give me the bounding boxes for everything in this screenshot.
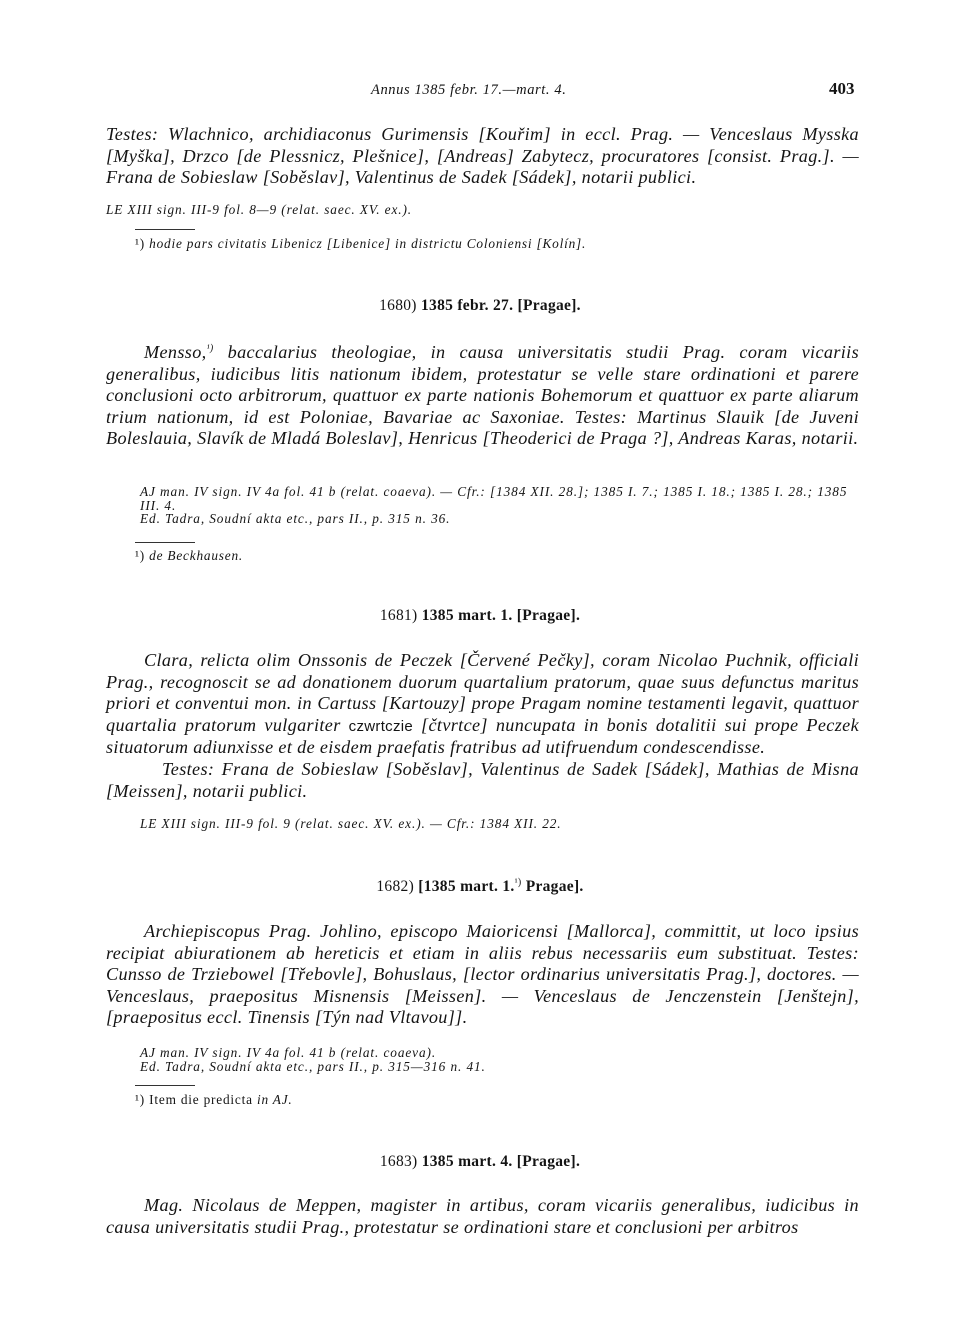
source-line: AJ man. IV sign. IV 4a fol. 41 b (relat. coaeva). — Cfr.: [1384 XII. 28.]; 1385 I. 7.; 1385 I. 18.; 1385 I. 28.; 1385 III. 4. [140, 484, 848, 513]
entry-heading-1682 [0, 878, 960, 896]
entry-text-part: Mensso, [144, 342, 207, 362]
footnote-ref: ¹) [514, 876, 522, 888]
entry-text-1682 [106, 921, 859, 1029]
footnote-mark: ¹) [135, 548, 146, 563]
source-line: AJ man. IV sign. IV 4a fol. 41 b (relat. coaeva). [140, 1045, 437, 1060]
entry-source-1681 [106, 817, 866, 831]
entry-number: 1683) [379, 1153, 418, 1170]
entry-date: 1385 mart. 4. [421, 1153, 513, 1170]
carryover-text: Testes: Wlachnico, archidiaconus Gurimensis [Kouřim] in eccl. Prag. — Venceslaus Mysska [Myška], Drzco [de Plessnicz, Plešnice], [Andreas] Zabytecz, procuratores [consist. Prag.]. — Frana de Sobieslaw [Soběslav], Valentinus de Sadek [Sádek], notarii publici. [106, 124, 859, 188]
footnote-divider [135, 229, 195, 230]
entry-text-part: baccalarius theologiae, in causa universitatis studii Prag. coram vicariis generalibus, iudicibus litis nationum ibidem, protestatur se velle stare ordinationi et parere conclusioni octo arbitrorum, quattuor ex parte nationis Bohemorum et quattuor ex parte aliarum trium nationum, id est Poloniae, Bavariae ac Saxoniae. Testes: Martinus Slauik [de Juveni Boleslauia, Slavík de Mladá Boleslav], Henricus [Theoderici de Praga ?], Andreas Karas, notarii. [106, 342, 859, 449]
source-line: LE XIII sign. III-9 fol. 9 (relat. saec. XV. ex.). — Cfr.: 1384 XII. 22. [140, 816, 562, 831]
entry-heading-1680 [0, 297, 960, 315]
entry-text-1681 [106, 650, 859, 802]
edition-line: Ed. Tadra, Soudní akta etc., pars II., p. 315 n. 36. [140, 511, 451, 527]
edition-line: Ed. Tadra, Soudní akta etc., pars II., p. 315—316 n. 41. [140, 1058, 486, 1074]
carryover-footnote [135, 236, 855, 252]
entry-text-1680 [106, 342, 859, 450]
entry-heading-1683 [0, 1153, 960, 1171]
footnote-divider [135, 1085, 195, 1086]
page-number: 403 [829, 79, 855, 98]
running-title: Annus 1385 febr. 17.—mart. 4. [371, 82, 567, 98]
entry-heading-1681 [0, 607, 960, 625]
entry-text-part: Mag. Nicolaus de Meppen, magister in artibus, coram vicariis generalibus, iudicibus in causa universitatis studii Prag., protestatur se ordinationi stare et conclusioni per arbitros [106, 1195, 859, 1237]
footnote-mark: ¹) [135, 236, 146, 251]
entry-text-part: [čtvrtce] nuncupata in bonis dotalitii sui prope Peczek situatorum adiunxisse et de eisdem praefatis fratribus ad utifruendum condescendisse. [106, 714, 859, 758]
entry-text-part: Archiepiscopus Prag. Johlino, episcopo Maioricensi [Mallorca], committit, ut loco ipsius recipiat abiurationem ab hereticis et etiam in aliis rebus necessariis eum substituat. Testes: Cunsso de Trziebowel [Třebovle], Bohuslaus, [lector ordinarius universitatis Prag.], doctores. — Venceslaus, praepositus Misnensis [Meissen]. — Venceslaus de Jenczenstein [Jenštejn], [praepositus eccl. Tinensis [Týn nad Vltavou]]. [106, 921, 859, 1028]
entry-date: 1385 febr. 27. [420, 297, 514, 314]
entry-source-1680 [106, 485, 866, 526]
carryover-source: LE XIII sign. III-9 fol. 8—9 (relat. saec. XV. ex.). [106, 202, 413, 217]
footnote-text: Item die predicta [149, 1092, 253, 1107]
footnote-divider [135, 542, 195, 543]
entry-number: 1682) [376, 878, 415, 895]
entry-number: 1680) [379, 297, 417, 314]
entry-footnote-1682 [135, 1092, 855, 1108]
footnote-ref: ¹) [206, 342, 214, 354]
entry-place: [Pragae]. [517, 297, 581, 314]
footnote-text: hodie pars civitatis Libenicz [Libenice] in districtu Coloniensi [Kolín]. [149, 236, 587, 251]
entry-number: 1681) [379, 607, 418, 624]
entry-witnesses: Testes: Frana de Sobieslaw [Soběslav], Valentinus de Sadek [Sádek], Mathias de Misna [Meissen], notarii publici. [106, 758, 859, 801]
footnote-text-italic: in AJ. [256, 1092, 293, 1107]
entry-footnote-1680 [135, 548, 855, 564]
footnote-mark: ¹) [135, 1092, 146, 1107]
entry-text-part: Clara, relicta olim Onssonis de Peczek [Červené Pečky], coram Nicolao Puchnik, officiali Prag., recognoscit se ad donationem duorum quartalium pratorum, quae suus defunctus maritus priori et conventui mon. in Cartuss [Kartouzy] prope Pragam nomine testamenti legavit, quattuor quartalia pratorum vulgariter [106, 650, 859, 735]
entry-date: 1385 mart. 1. [421, 607, 513, 624]
entry-date: [1385 mart. 1. [418, 878, 515, 895]
footnote-text: de Beckhausen. [149, 548, 244, 563]
entry-place: [Pragae]. [516, 607, 581, 624]
entry-source-1682 [106, 1046, 866, 1073]
entry-text-1683 [106, 1195, 859, 1238]
vernacular-term: czwrtczie [348, 717, 414, 735]
entry-place: [Pragae]. [516, 1153, 581, 1170]
entry-place: Pragae]. [525, 878, 584, 895]
